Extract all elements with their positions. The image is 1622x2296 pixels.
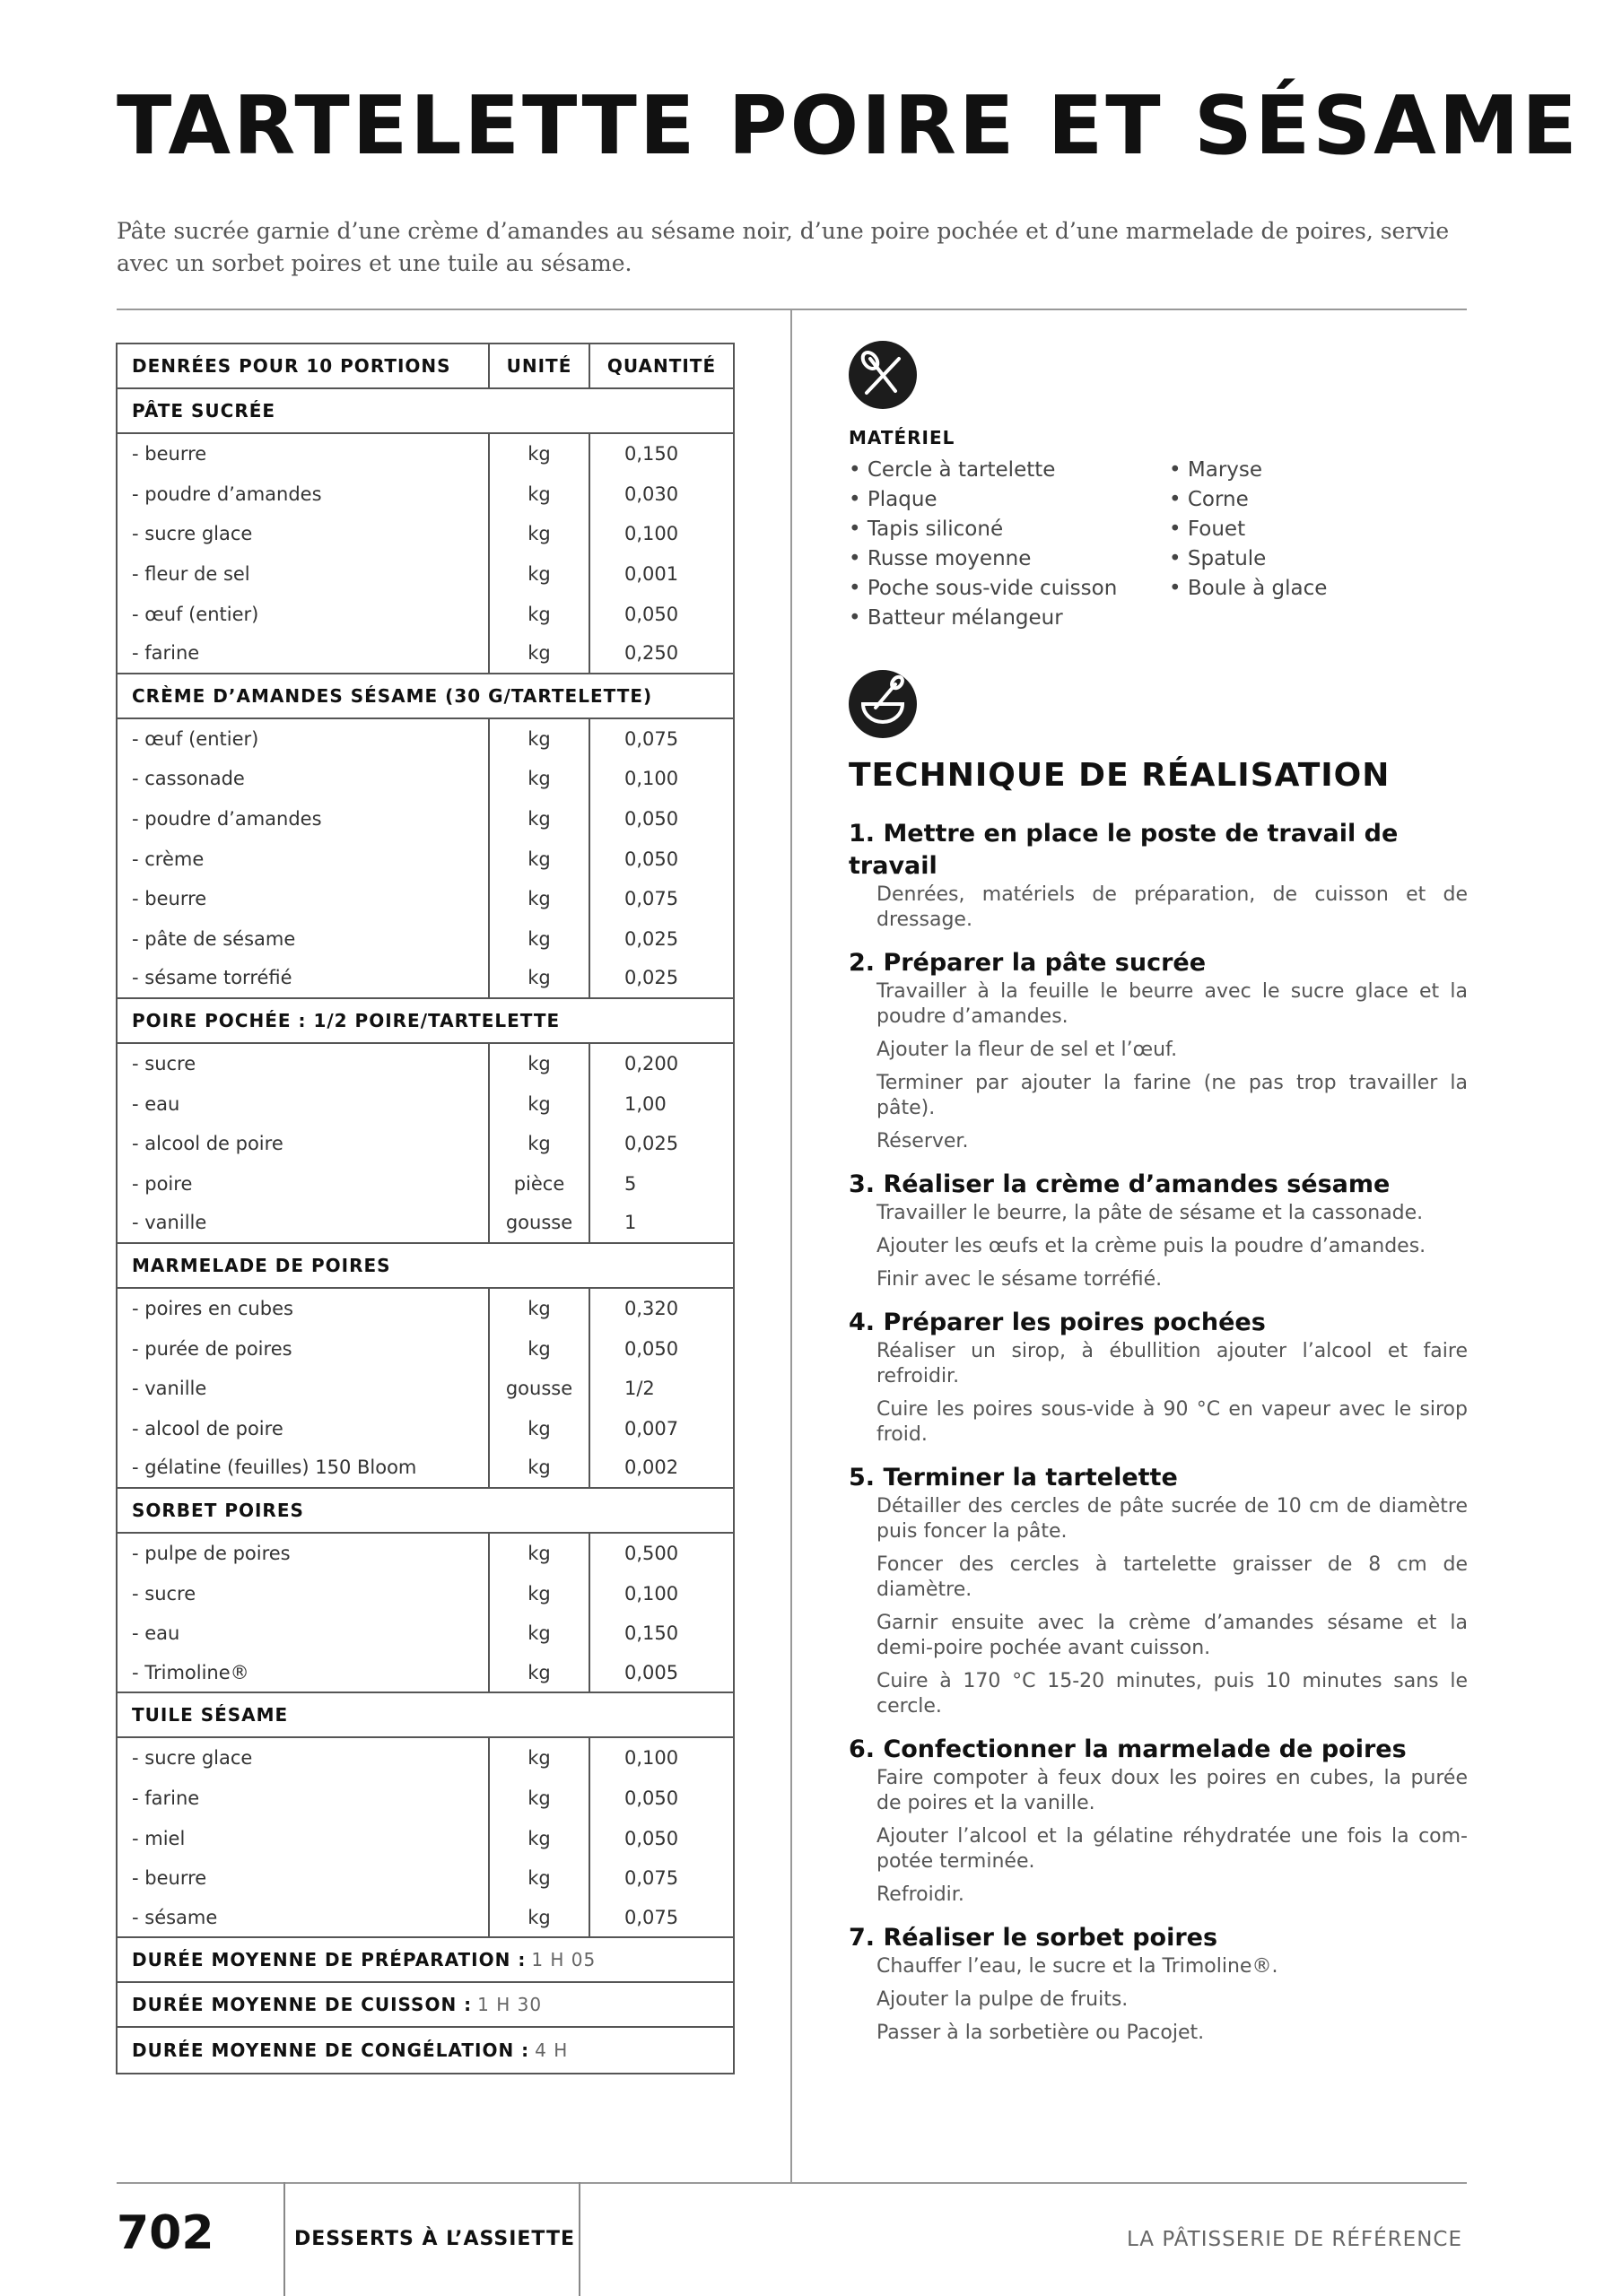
ingredient-unit: pièce	[488, 1164, 589, 1205]
table-row	[118, 1818, 733, 1858]
table-row	[118, 474, 733, 515]
technique-step	[849, 1462, 1468, 1719]
ingredient-quantity: 5	[589, 1164, 733, 1205]
ingredient-name: - eau	[132, 1622, 180, 1645]
ingredient-quantity: 0,025	[589, 1124, 733, 1164]
ingredient-name: - poire	[132, 1172, 193, 1195]
ingredient-unit: kg	[488, 1289, 589, 1329]
step-title: 4. Préparer les poires pochées	[849, 1309, 1266, 1336]
ingredient-quantity: 1/2	[589, 1369, 733, 1409]
ingredient-unit: kg	[488, 514, 589, 554]
table-header-row	[118, 344, 733, 389]
step-title: 7. Réaliser le sorbet poires	[849, 1924, 1218, 1952]
ingredient-quantity: 0,001	[589, 554, 733, 595]
ingredient-unit: kg	[488, 1779, 589, 1819]
table-row	[118, 919, 733, 960]
technique-heading: TECHNIQUE DE RÉALISATION	[849, 757, 1391, 794]
step-instruction: Ajouter les œufs et la crème puis la poudre d’amandes.	[876, 1235, 1426, 1257]
section-title: SORBET POIRES	[132, 1499, 304, 1521]
ingredient-quantity: 0,320	[589, 1289, 733, 1329]
ingredient-name: - alcool de poire	[132, 1417, 283, 1439]
section-title: CRÈME D’AMANDES SÉSAME (30 G/TARTELETTE)	[132, 684, 653, 707]
step-instruction: Passer à la sorbetière ou Pacojet.	[876, 2022, 1205, 2044]
ingredient-unit: kg	[488, 1408, 589, 1448]
ingredient-unit: kg	[488, 839, 589, 879]
ingredient-quantity: 0,500	[589, 1534, 733, 1574]
ingredient-name: - sésame torréfié	[132, 967, 292, 989]
table-row	[118, 1613, 733, 1654]
ingredient-name: - pulpe de poires	[132, 1542, 291, 1564]
table-row	[118, 799, 733, 839]
ingredient-quantity: 0,025	[589, 959, 733, 997]
table-row	[118, 594, 733, 634]
ingredient-name: - sucre glace	[132, 523, 253, 545]
ingredient-name: - gélatine (feuilles) 150 Bloom	[132, 1457, 417, 1479]
ingredient-unit: kg	[488, 799, 589, 839]
footer-book-name: LA PÂTISSERIE DE RÉFÉRENCE	[1126, 2228, 1462, 2251]
table-row	[118, 1369, 733, 1409]
ingredient-quantity: 0,075	[589, 719, 733, 760]
ingredient-unit: kg	[488, 1124, 589, 1164]
ingredient-name: - vanille	[132, 1212, 207, 1234]
ingredient-unit: kg	[488, 1573, 589, 1613]
header-unit: UNITÉ	[488, 344, 589, 387]
ingredient-quantity: 0,025	[589, 919, 733, 960]
duration-label: DURÉE MOYENNE DE PRÉPARATION :	[132, 1949, 527, 1970]
table-row	[118, 1124, 733, 1164]
step-instruction: Faire compoter à feux doux les poires en cubes, la purée de poires et la vanille.	[876, 1767, 1468, 1814]
step-instruction: Ajouter la fleur de sel et l’œuf.	[876, 1039, 1178, 1061]
technique-step	[849, 818, 1468, 933]
ingredient-name: - sésame	[132, 1906, 218, 1928]
ingredient-name: - Trimoline®	[132, 1661, 249, 1683]
ingredient-name: - sucre glace	[132, 1747, 253, 1770]
ingredient-name: - poudre d’amandes	[132, 808, 322, 831]
ingredient-unit: kg	[488, 1534, 589, 1574]
ingredient-quantity: 1	[589, 1204, 733, 1242]
step-instruction: Refroidir.	[876, 1883, 964, 1906]
section-row	[118, 674, 733, 719]
table-row	[118, 1653, 733, 1693]
footer-separator	[283, 2182, 285, 2296]
duration-label: DURÉE MOYENNE DE CUISSON :	[132, 1994, 473, 2015]
table-row	[118, 1738, 733, 1779]
table-row	[118, 1408, 733, 1448]
ingredient-quantity: 0,075	[589, 1858, 733, 1899]
ingredient-unit: kg	[488, 959, 589, 997]
ingredient-quantity: 0,250	[589, 634, 733, 673]
ingredient-name: - beurre	[132, 888, 207, 910]
step-instruction: Foncer des cercles à tartelette graisser de 8 cm de diamètre.	[876, 1553, 1468, 1601]
ingredient-quantity: 0,007	[589, 1408, 733, 1448]
step-instruction: Réserver.	[876, 1130, 969, 1152]
ingredient-quantity: 0,050	[589, 799, 733, 839]
ingredient-quantity: 0,050	[589, 1328, 733, 1369]
ingredient-unit: kg	[488, 1898, 589, 1936]
ingredient-quantity: 0,050	[589, 1818, 733, 1858]
ingredient-name: - fleur de sel	[132, 563, 250, 586]
technique-step	[849, 1922, 1468, 2046]
step-instruction: Travailler le beurre, la pâte de sésame et la cassonade.	[876, 1202, 1424, 1224]
ingredient-name: - vanille	[132, 1378, 207, 1400]
table-row	[118, 1204, 733, 1244]
section-row	[118, 389, 733, 434]
materiel-item: • Plaque	[849, 488, 937, 511]
ingredient-name: - sucre	[132, 1582, 196, 1605]
ingredient-quantity: 0,075	[589, 1898, 733, 1936]
ingredient-unit: kg	[488, 1818, 589, 1858]
materiel-item: • Corne	[1169, 488, 1249, 511]
table-row	[118, 839, 733, 879]
ingredient-name: - eau	[132, 1092, 180, 1115]
ingredient-unit: kg	[488, 1044, 589, 1084]
materiel-item: • Batteur mélangeur	[849, 606, 1063, 630]
table-row	[118, 1083, 733, 1124]
ingredient-quantity: 0,050	[589, 594, 733, 634]
ingredient-unit: kg	[488, 474, 589, 515]
ingredient-quantity: 0,030	[589, 474, 733, 515]
step-title: 6. Confectionner la marmelade de poires	[849, 1735, 1407, 1763]
step-title: 1. Mettre en place le poste de travail de travail	[849, 820, 1399, 880]
table-row	[118, 759, 733, 799]
table-row	[118, 554, 733, 595]
section-row	[118, 1489, 733, 1534]
ingredient-quantity: 0,100	[589, 1738, 733, 1779]
table-row	[118, 1534, 733, 1574]
ingredient-unit: kg	[488, 719, 589, 760]
ingredient-unit: kg	[488, 919, 589, 960]
step-title: 5. Terminer la tartelette	[849, 1464, 1178, 1492]
materiel-item: • Cercle à tartelette	[849, 458, 1056, 482]
table-row	[118, 434, 733, 474]
ingredient-quantity: 0,002	[589, 1448, 733, 1487]
ingredient-unit: kg	[488, 1858, 589, 1899]
ingredient-quantity: 1,00	[589, 1083, 733, 1124]
ingredient-quantity: 0,200	[589, 1044, 733, 1084]
section-title: PÂTE SUCRÉE	[132, 400, 276, 422]
table-body	[118, 389, 733, 2073]
table-row	[118, 514, 733, 554]
table-row	[118, 1164, 733, 1205]
ingredient-quantity: 0,005	[589, 1653, 733, 1692]
step-instruction: Chauffer l’eau, le sucre et la Trimoline®.	[876, 1955, 1278, 1978]
page-number: 702	[117, 2206, 214, 2260]
step-instruction: Denrées, matériels de préparation, de cuisson et de dressage.	[876, 883, 1468, 931]
header-quantity: QUANTITÉ	[589, 344, 733, 387]
step-instruction: Ajouter l’alcool et la gélatine réhydratée une fois la com-potée terminée.	[876, 1825, 1468, 1873]
materiel-list-left	[849, 456, 1117, 633]
materiel-heading: MATÉRIEL	[849, 427, 955, 448]
ingredient-unit: kg	[488, 1083, 589, 1124]
section-row	[118, 1693, 733, 1738]
step-instruction: Détailler des cercles de pâte sucrée de 10 cm de diamètre puis foncer la pâte.	[876, 1495, 1468, 1543]
materiel-item: • Tapis siliconé	[849, 517, 1004, 541]
table-row	[118, 1448, 733, 1489]
duration-row	[118, 1983, 733, 2028]
table-row	[118, 719, 733, 760]
table-row	[118, 1328, 733, 1369]
duration-label: DURÉE MOYENNE DE CONGÉLATION :	[132, 2039, 530, 2061]
table-row	[118, 959, 733, 999]
ingredient-quantity: 0,050	[589, 1779, 733, 1819]
header-ingredients: DENRÉES POUR 10 PORTIONS	[132, 355, 451, 377]
footer-section-name: DESSERTS À L’ASSIETTE	[294, 2228, 575, 2250]
ingredient-name: - poudre d’amandes	[132, 483, 322, 505]
ingredient-name: - farine	[132, 642, 200, 665]
ingredient-unit: kg	[488, 1448, 589, 1487]
ingredient-unit: kg	[488, 554, 589, 595]
table-row	[118, 1573, 733, 1613]
ingredient-quantity: 0,100	[589, 759, 733, 799]
mixing-bowl-icon	[849, 670, 917, 738]
page-title: TARTELETTE POIRE ET SÉSAME	[117, 79, 1580, 173]
ingredient-name: - miel	[132, 1827, 186, 1849]
technique-step	[849, 947, 1468, 1154]
ingredient-name: - pâte de sésame	[132, 927, 296, 950]
ingredient-quantity: 0,075	[589, 879, 733, 919]
ingredient-unit: kg	[488, 759, 589, 799]
section-title: POIRE POCHÉE : 1/2 POIRE/TARTELETTE	[132, 1009, 561, 1031]
ingredient-quantity: 0,150	[589, 1613, 733, 1654]
ingredient-name: - farine	[132, 1787, 200, 1809]
ingredient-name: - beurre	[132, 1867, 207, 1890]
step-instruction: Travailler à la feuille le beurre avec le sucre glace et la poudre d’amandes.	[876, 980, 1468, 1028]
ingredient-name: - alcool de poire	[132, 1133, 283, 1155]
table-row	[118, 634, 733, 674]
recipe-intro: Pâte sucrée garnie d’une crème d’amandes au sésame noir, d’une poire pochée et d’une marmelade de poires, servie avec un sorbet poires et une tuile au sésame.	[117, 218, 1450, 276]
duration-value: 1 H 05	[531, 1949, 597, 1970]
technique-step	[849, 1734, 1468, 1908]
ingredient-unit: kg	[488, 434, 589, 474]
section-title: TUILE SÉSAME	[132, 1704, 289, 1726]
technique-step	[849, 1169, 1468, 1292]
step-instruction: Garnir ensuite avec la crème d’amandes sésame et la demi-poire pochée avant cuisson.	[876, 1612, 1468, 1659]
table-row	[118, 1044, 733, 1084]
ingredient-name: - poires en cubes	[132, 1297, 293, 1319]
ingredient-name: - beurre	[132, 443, 207, 465]
section-row	[118, 999, 733, 1044]
step-instruction: Cuire à 170 °C 15-20 minutes, puis 10 minutes sans le cercle.	[876, 1670, 1468, 1718]
materiel-item: • Spatule	[1169, 547, 1267, 570]
ingredient-name: - sucre	[132, 1053, 196, 1075]
ingredient-quantity: 0,100	[589, 514, 733, 554]
duration-value: 4 H	[535, 2039, 569, 2061]
step-instruction: Finir avec le sésame torréfié.	[876, 1268, 1163, 1291]
ingredient-quantity: 0,050	[589, 839, 733, 879]
ingredient-unit: kg	[488, 594, 589, 634]
ingredient-unit: kg	[488, 1328, 589, 1369]
table-row	[118, 1779, 733, 1819]
duration-value: 1 H 30	[477, 1994, 543, 2015]
step-instruction: Réaliser un sirop, à ébullition ajouter l’alcool et faire refroidir.	[876, 1340, 1468, 1387]
table-row	[118, 1898, 733, 1938]
materiel-list-right	[1169, 456, 1327, 604]
ingredient-unit: kg	[488, 1653, 589, 1692]
ingredient-unit: gousse	[488, 1369, 589, 1409]
step-title: 3. Réaliser la crème d’amandes sésame	[849, 1170, 1391, 1198]
materiel-item: • Boule à glace	[1169, 577, 1328, 600]
step-instruction: Cuire les poires sous-vide à 90 °C en vapeur avec le sirop froid.	[876, 1398, 1468, 1446]
duration-row	[118, 2028, 733, 2073]
ingredients-table	[116, 343, 735, 2074]
ingredient-name: - crème	[132, 848, 205, 870]
materiel-item: • Russe moyenne	[849, 547, 1032, 570]
ingredient-quantity: 0,150	[589, 434, 733, 474]
step-instruction: Terminer par ajouter la farine (ne pas trop travailler la pâte).	[876, 1072, 1468, 1119]
whisk-rolling-pin-icon	[849, 341, 917, 409]
ingredient-name: - œuf (entier)	[132, 603, 259, 625]
step-instruction: Ajouter la pulpe de fruits.	[876, 1988, 1129, 2011]
footer-divider	[117, 2182, 1467, 2184]
technique-steps	[849, 818, 1468, 2060]
ingredient-unit: kg	[488, 1738, 589, 1779]
table-row	[118, 879, 733, 919]
duration-row	[118, 1938, 733, 1983]
materiel-item: • Maryse	[1169, 458, 1263, 482]
section-row	[118, 1244, 733, 1289]
technique-step	[849, 1307, 1468, 1448]
ingredient-unit: kg	[488, 879, 589, 919]
ingredient-name: - purée de poires	[132, 1337, 292, 1360]
step-title: 2. Préparer la pâte sucrée	[849, 949, 1207, 977]
column-divider	[790, 309, 792, 2183]
ingredient-unit: kg	[488, 634, 589, 673]
footer-separator	[579, 2182, 580, 2296]
ingredient-name: - cassonade	[132, 768, 245, 790]
table-row	[118, 1289, 733, 1329]
materiel-item: • Poche sous-vide cuisson	[849, 577, 1118, 600]
ingredient-name: - œuf (entier)	[132, 727, 259, 750]
section-title: MARMELADE DE POIRES	[132, 1254, 391, 1276]
ingredient-unit: kg	[488, 1613, 589, 1654]
materiel-item: • Fouet	[1169, 517, 1246, 541]
table-row	[118, 1858, 733, 1899]
ingredient-unit: gousse	[488, 1204, 589, 1242]
ingredient-quantity: 0,100	[589, 1573, 733, 1613]
